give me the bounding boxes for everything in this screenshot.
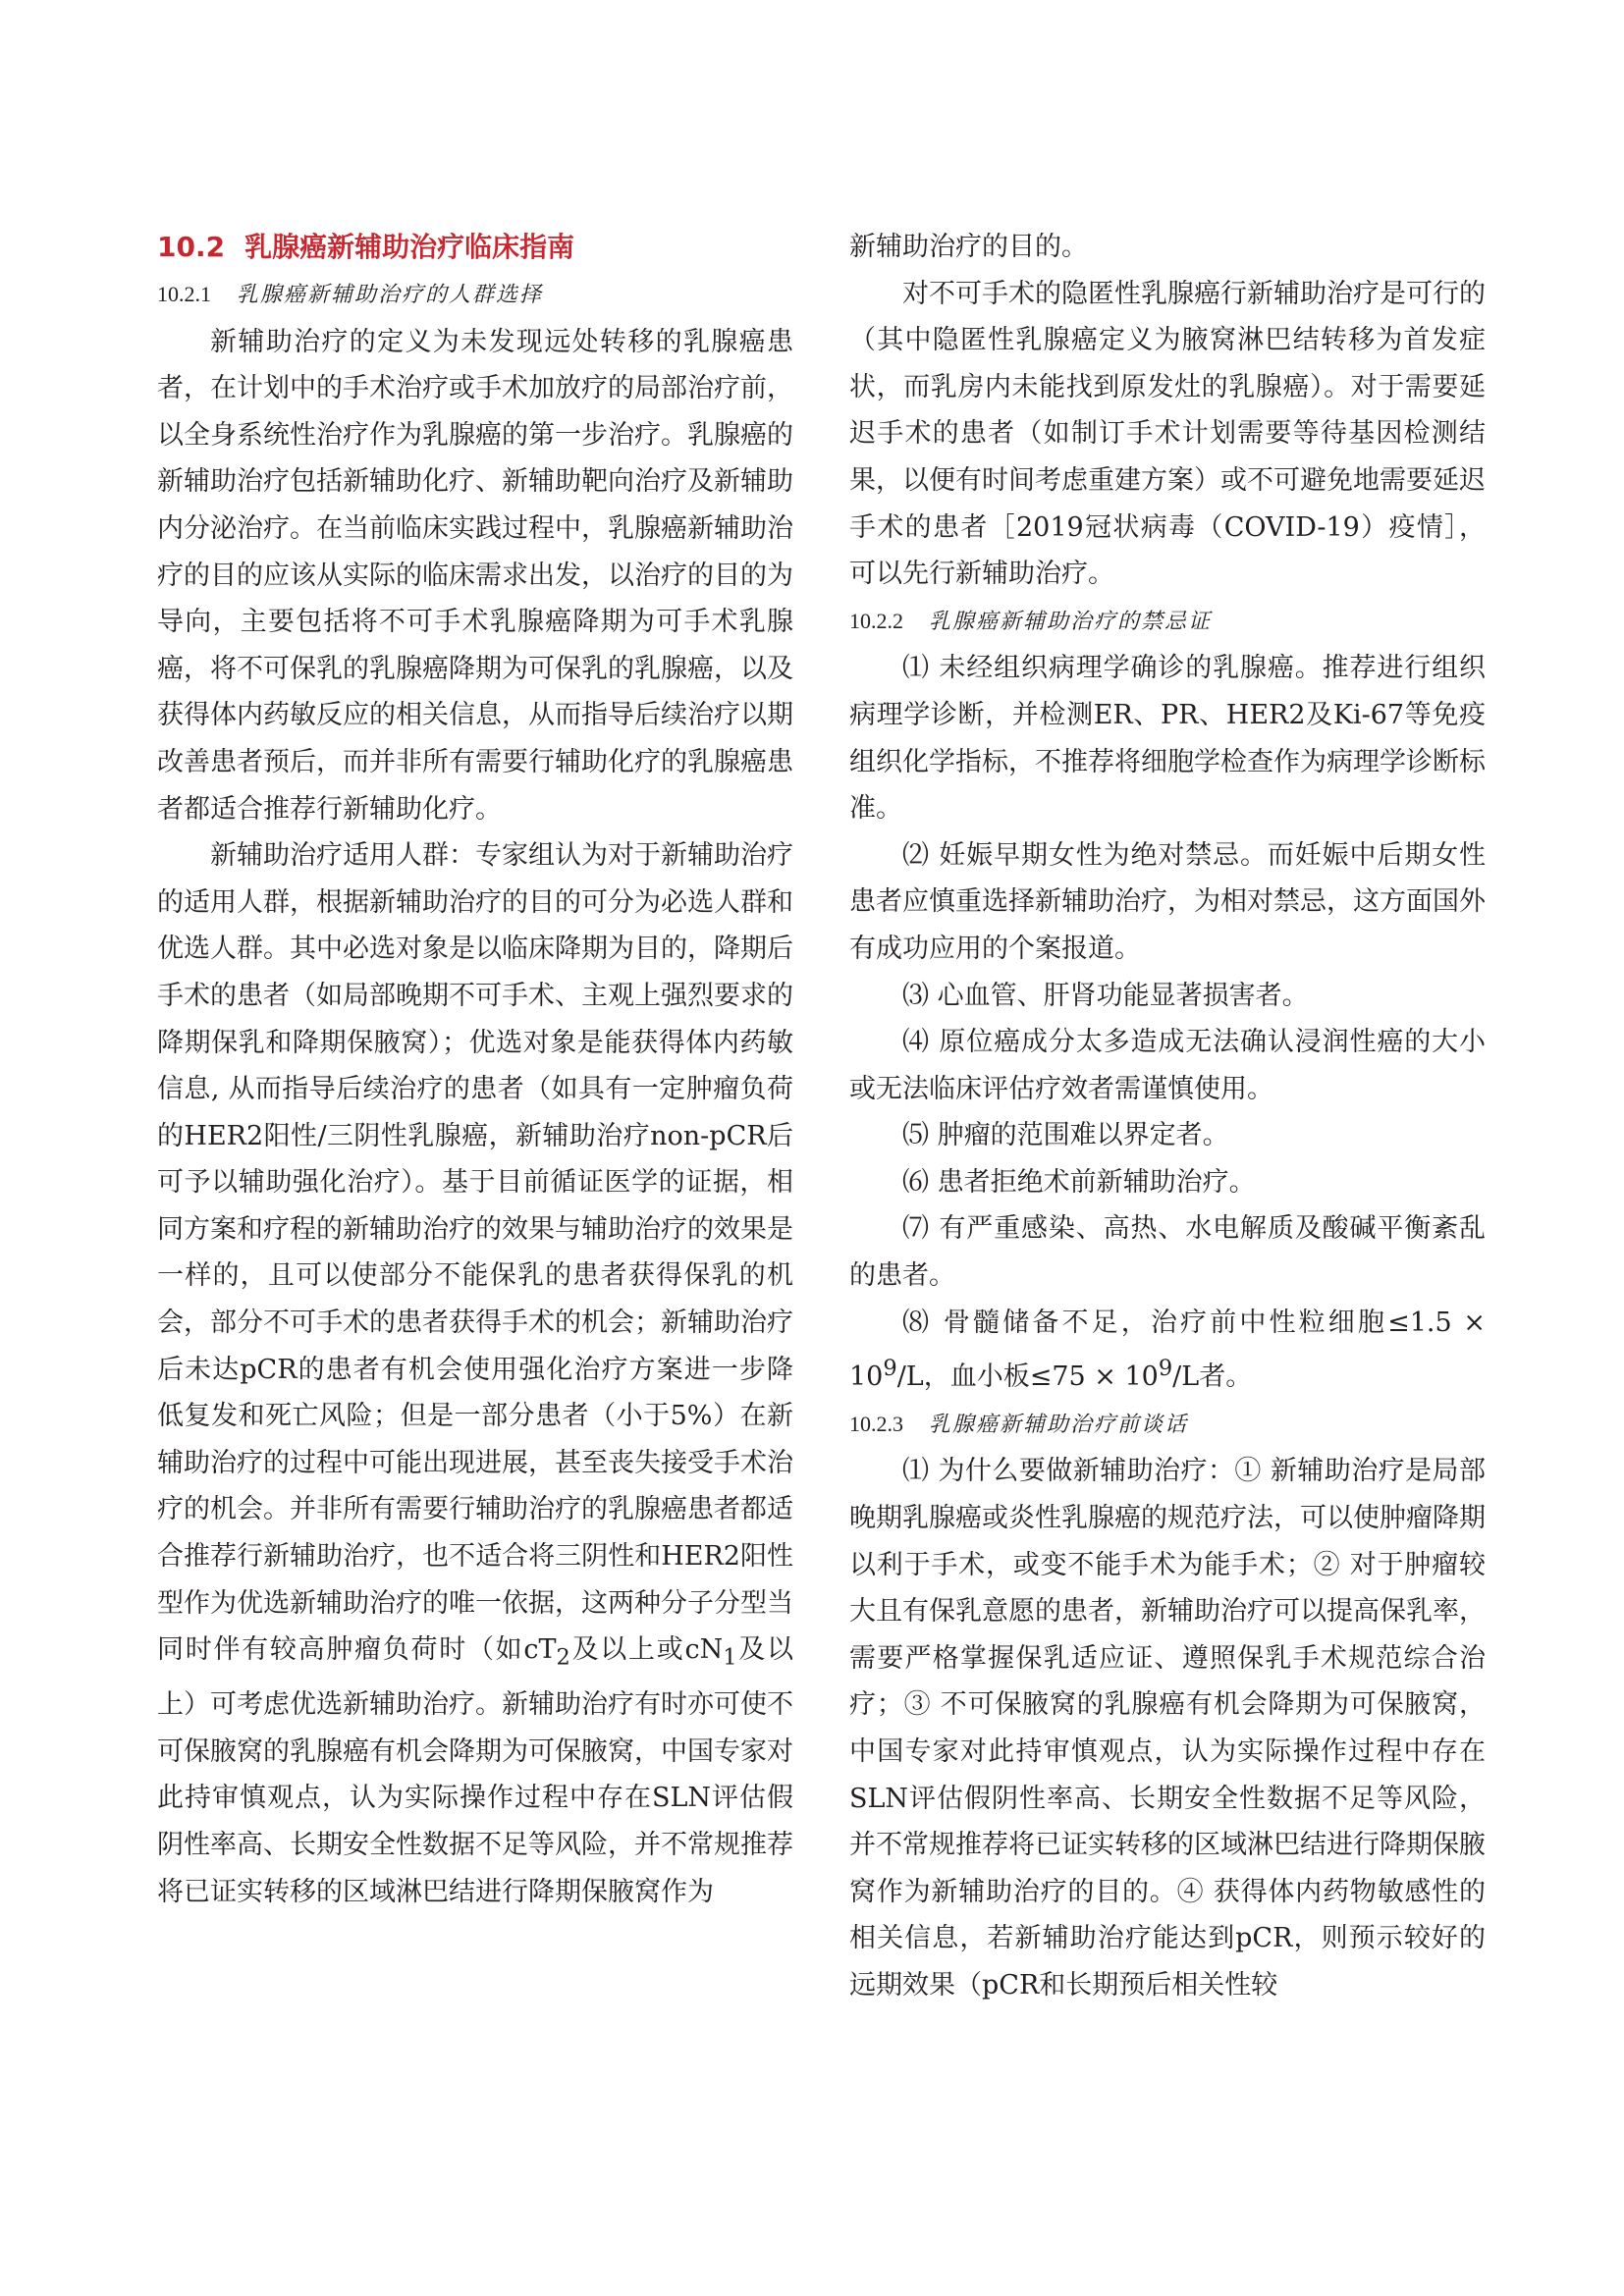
subsection-title: 乳腺癌新辅助治疗的人群选择 (237, 283, 544, 307)
subscript: 1 (723, 1644, 737, 1671)
contraindication-item: ⑹ 患者拒绝术前新辅助治疗。 (902, 1166, 1256, 1198)
paragraph-text: /L者。 (1172, 1362, 1253, 1393)
contraindication-item: ⑺ 有严重感染、高热、水电解质及酸碱平衡紊乱的患者。 (849, 1213, 1486, 1292)
section-title-text: 乳腺癌新辅助治疗临床指南 (244, 231, 575, 263)
paragraph-occult-cancer: 对不可手术的隐匿性乳腺癌行新辅助治疗是可行的（其中隐匿性乳腺癌定义为腋窝淋巴结转移为首发症状，而乳房内未能找到原发灶的乳腺癌）。对于需要延迟手术的患者（如制订手术计划需要等待基因检测结果，以便有时间考虑重建方案）或不可避免地需要延迟手术的患者［2019冠状病毒（COVID-19）疫情］，可以先行新辅助治疗。 (849, 278, 1486, 590)
subsection-heading-2 (849, 598, 1486, 646)
contraindication-item: ⑷ 原位癌成分太多造成无法确认浸润性癌的大小或无法临床评估疗效者需谨慎使用。 (849, 1027, 1486, 1104)
subsection-title: 乳腺癌新辅助治疗前谈话 (929, 1412, 1189, 1437)
subsection-heading-1 (157, 271, 793, 319)
superscript: 9 (1158, 1356, 1173, 1382)
paragraph-text: ⑻ 骨髓储备不足，治疗前中性粒细胞≤1.5 × 10 (849, 1307, 1486, 1393)
paragraph-text: 及以上或cN (569, 1634, 724, 1666)
subsection-number: 10.2.1 (157, 282, 211, 306)
paragraph-continuation: 新辅助治疗的目的。 (849, 232, 1088, 262)
subscript: 2 (556, 1644, 570, 1671)
paragraph-applicable-population (157, 832, 793, 1915)
paragraph-talk-why: ⑴ 为什么要做新辅助治疗：① 新辅助治疗是局部晚期乳腺癌或炎性乳腺癌的规范疗法，可以使肿瘤降期以利于手术，或变不能手术为能手术；② 对于肿瘤较大且有保乳意愿的患者，新辅助治疗可以提高保乳率，需要严格掌握保乳适应证、遵照保乳手术规范综合治疗；③ 不可保腋窝的乳腺癌有机会降期为可保腋窝，中国专家对此持审慎观点，认为实际操作过程中存在SLN评估假阴性率高、长期安全性数据不足等风险，并不常规推荐将已证实转移的区域淋巴结进行降期保腋窝作为新辅助治疗的目的。④ 获得体内药物敏感性的相关信息，若新辅助治疗能达到pCR，则预示较好的远期效果（pCR和长期预后相关性较 (849, 1456, 1486, 2001)
contraindication-item: ⑸ 肿瘤的范围难以界定者。 (902, 1120, 1229, 1151)
superscript: 9 (883, 1356, 897, 1382)
paragraph-text: 及以上）可考虑优选新辅助治疗。新辅助治疗有时亦可使不可保腋窝的乳腺癌有机会降期为可保腋窝，中国专家对此持审慎观点，认为实际操作过程中存在SLN评估假阴性率高、长期安全性数据不足等风险，并不常规推荐将已证实转移的区域淋巴结进行降期保腋窝作为 (157, 1634, 794, 1907)
paragraph-text: /L，血小板≤75 × 10 (896, 1362, 1159, 1393)
subsection-heading-3 (849, 1401, 1486, 1449)
section-title (157, 224, 793, 271)
contraindication-item: ⑴ 未经组织病理学确诊的乳腺癌。推荐进行组织病理学诊断，并检测ER、PR、HER2及Ki-67等免疫组织化学指标，不推荐将细胞学检查作为病理学诊断标准。 (849, 653, 1486, 825)
paragraph-text: 新辅助治疗适用人群：专家组认为对于新辅助治疗的适用人群，根据新辅助治疗的目的可分为必选人群和优选人群。其中必选对象是以临床降期为目的，降期后手术的患者（如局部晚期不可手术、主观上强烈要求的降期保乳和降期保腋窝）；优选对象是能获得体内药敏信息, 从而指导后续治疗的患者（如具有一定肿瘤负荷的HER2阳性/三阴性乳腺癌，新辅助治疗non-pCR后可予以辅助强化治疗）。基于目前循证医学的证据，相同方案和疗程的新辅助治疗的效果与辅助治疗的效果是一样的，且可以使部分不能保乳的患者获得保乳的机会，部分不可手术的患者获得手术的机会；新辅助治疗后未达pCR的患者有机会使用强化治疗方案进一步降低复发和死亡风险；但是一部分患者（小于5%）在新辅助治疗的过程中可能出现进展，甚至丧失接受手术治疗的机会。并非所有需要行辅助治疗的乳腺癌患者都适合推荐行新辅助治疗，也不适合将三阴性和HER2阳性型作为优选新辅助治疗的唯一依据，这两种分子分型当同时伴有较高肿瘤负荷时（如cT (157, 840, 793, 1666)
contraindication-item (849, 1300, 1486, 1401)
contraindication-item: ⑶ 心血管、肝肾功能显著损害者。 (902, 980, 1309, 1011)
subsection-number: 10.2.2 (849, 608, 903, 633)
paragraph-definition: 新辅助治疗的定义为未发现远处转移的乳腺癌患者，在计划中的手术治疗或手术加放疗的局部治疗前，以全身系统性治疗作为乳腺癌的第一步治疗。乳腺癌的新辅助治疗包括新辅助化疗、新辅助靶向治疗及新辅助内分泌治疗。在当前临床实践过程中，乳腺癌新辅助治疗的目的应该从实际的临床需求出发，以治疗的目的为导向，主要包括将不可手术乳腺癌降期为可手术乳腺癌，将不可保乳的乳腺癌降期为可保乳的乳腺癌，以及获得体内药敏反应的相关信息，从而指导后续治疗以期改善患者预后，而并非所有需要行辅助化疗的乳腺癌患者都适合推荐行新辅助化疗。 (157, 326, 793, 825)
right-column (849, 224, 1486, 2009)
subsection-number: 10.2.3 (849, 1411, 903, 1436)
contraindication-item: ⑵ 妊娠早期女性为绝对禁忌。而妊娠中后期女性患者应慎重选择新辅助治疗，为相对禁忌，这方面国外有成功应用的个案报道。 (849, 839, 1486, 964)
subsection-title: 乳腺癌新辅助治疗的禁忌证 (929, 609, 1213, 634)
left-column (157, 224, 793, 1915)
section-number: 10.2 (157, 231, 226, 263)
